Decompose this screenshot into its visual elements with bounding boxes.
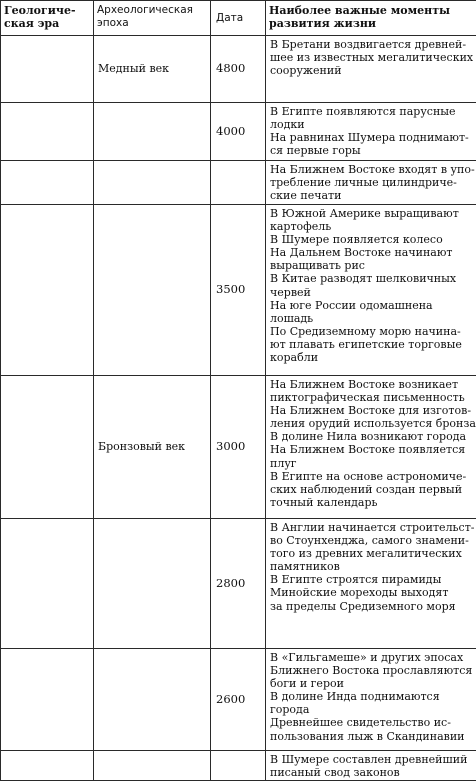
- cell-geological-era: [1, 519, 94, 649]
- cell-events: [266, 376, 476, 519]
- event-line: На юге России одомашнена: [270, 299, 473, 312]
- event-line: На Ближнем Востоке входят в упо-: [270, 163, 473, 176]
- event-line: На равнинах Шумера поднимают-: [270, 131, 473, 144]
- event-line: того из древних мегалитических: [270, 547, 473, 560]
- header-events: [266, 1, 476, 36]
- cell-geological-era: [1, 376, 94, 519]
- event-line: Ближнего Востока прославляются: [270, 664, 473, 677]
- event-line: На Дальнем Востоке начинают: [270, 246, 473, 259]
- header-text: ская эра: [4, 17, 90, 30]
- event-line: шее из известных мегалитических: [270, 51, 473, 64]
- event-line: В Шумере появляется колесо: [270, 233, 473, 246]
- event-line: ют плавать египетские торговые: [270, 338, 473, 351]
- cell-epoch: Медный век: [94, 36, 211, 103]
- cell-events: [266, 36, 476, 103]
- event-line: В Китае разводят шелковичных: [270, 272, 473, 285]
- event-line: требление личные цилиндриче-: [270, 176, 473, 189]
- cell-date: 4000: [211, 103, 266, 161]
- event-line: ления орудий используется бронза: [270, 417, 473, 430]
- header-text: Дата: [216, 12, 243, 24]
- cell-date: 3500: [211, 205, 266, 376]
- event-line: во Стоунхенджа, самого знамени-: [270, 534, 473, 547]
- cell-geological-era: [1, 751, 94, 781]
- event-line: лошадь: [270, 312, 473, 325]
- table-row: [1, 751, 476, 781]
- cell-geological-era: [1, 36, 94, 103]
- cell-date: 2600: [211, 649, 266, 751]
- event-line: за пределы Средиземного моря: [270, 600, 473, 613]
- event-line: В долине Инда поднимаются: [270, 690, 473, 703]
- cell-geological-era: [1, 161, 94, 205]
- event-line: точный календарь: [270, 496, 473, 509]
- event-line: В Египте появляются парусные: [270, 105, 473, 118]
- table-row: [1, 103, 476, 161]
- cell-events: [266, 161, 476, 205]
- cell-geological-era: [1, 103, 94, 161]
- table-row: [1, 161, 476, 205]
- event-line: картофель: [270, 220, 473, 233]
- header-text: Археологическая: [97, 4, 207, 17]
- event-line: писаный свод законов: [270, 766, 473, 779]
- cell-date: 3000: [211, 376, 266, 519]
- event-line: ских наблюдений создан первый: [270, 483, 473, 496]
- header-archaeological-epoch: [94, 1, 211, 36]
- cell-events: [266, 103, 476, 161]
- header-geological-era: [1, 1, 94, 36]
- event-line: плуг: [270, 457, 473, 470]
- table-row: [1, 376, 476, 519]
- header-row: [1, 1, 476, 36]
- event-line: сооружений: [270, 64, 473, 77]
- cell-epoch: Бронзовый век: [94, 376, 211, 519]
- table-row: [1, 205, 476, 376]
- event-line: Минойские мореходы выходят: [270, 586, 473, 599]
- table-row: [1, 36, 476, 103]
- cell-epoch: [94, 649, 211, 751]
- event-line: На Ближнем Востоке для изготов-: [270, 404, 473, 417]
- header-text: эпоха: [97, 17, 207, 30]
- event-line: пользования лыж в Скандинавии: [270, 730, 473, 743]
- event-line: На Ближнем Востоке возникает: [270, 378, 473, 391]
- event-line: червей: [270, 286, 473, 299]
- event-line: В «Гильгамеше» и других эпосах: [270, 651, 473, 664]
- cell-geological-era: [1, 205, 94, 376]
- cell-epoch: [94, 751, 211, 781]
- header-text: Наиболее важные моменты: [269, 4, 473, 17]
- cell-events: [266, 205, 476, 376]
- cell-events: [266, 649, 476, 751]
- cell-epoch: [94, 205, 211, 376]
- event-line: В Англии начинается строительст-: [270, 521, 473, 534]
- event-line: По Средиземному морю начина-: [270, 325, 473, 338]
- event-line: В Шумере составлен древнейший: [270, 753, 473, 766]
- event-line: памятников: [270, 560, 473, 573]
- event-line: ские печати: [270, 189, 473, 202]
- table-row: [1, 519, 476, 649]
- event-line: Древнейшее свидетельство ис-: [270, 716, 473, 729]
- event-line: ся первые горы: [270, 144, 473, 157]
- cell-epoch: [94, 519, 211, 649]
- header-text: развития жизни: [269, 17, 473, 30]
- event-line: города: [270, 703, 473, 716]
- event-line: В Египте на основе астрономиче-: [270, 470, 473, 483]
- table-row: [1, 649, 476, 751]
- event-line: боги и герои: [270, 677, 473, 690]
- cell-epoch: [94, 161, 211, 205]
- event-line: В Бретани воздвигается древней-: [270, 38, 473, 51]
- event-line: В долине Нила возникают города: [270, 430, 473, 443]
- event-line: выращивать рис: [270, 259, 473, 272]
- cell-date: [211, 161, 266, 205]
- event-line: пиктографическая письменность: [270, 391, 473, 404]
- event-line: В Египте строятся пирамиды: [270, 573, 473, 586]
- event-line: лодки: [270, 118, 473, 131]
- header-text: Геологиче-: [4, 4, 90, 17]
- header-date: [211, 1, 266, 36]
- cell-date: 2800: [211, 519, 266, 649]
- cell-events: [266, 751, 476, 781]
- cell-date: 4800: [211, 36, 266, 103]
- event-line: В Южной Америке выращивают: [270, 207, 473, 220]
- cell-geological-era: [1, 649, 94, 751]
- cell-events: [266, 519, 476, 649]
- event-line: На Ближнем Востоке появляется: [270, 443, 473, 456]
- cell-date: [211, 751, 266, 781]
- event-line: корабли: [270, 351, 473, 364]
- cell-epoch: [94, 103, 211, 161]
